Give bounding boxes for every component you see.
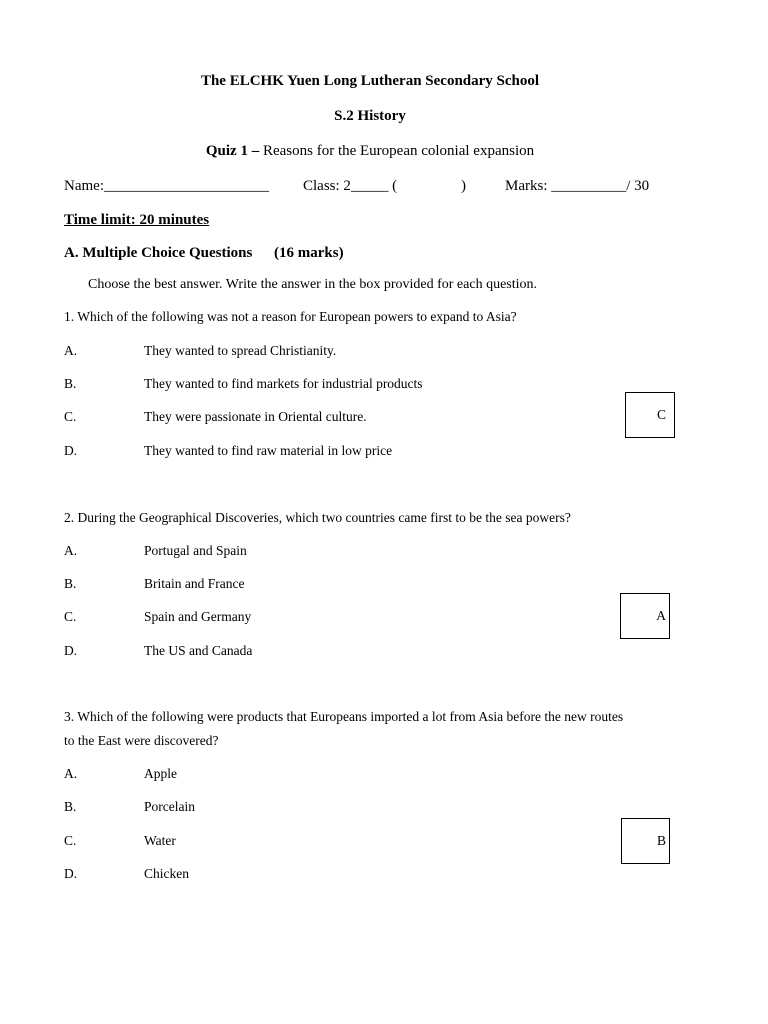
section-title: A. Multiple Choice Questions [64,245,253,261]
q2-option-d-letter: D. [64,643,78,658]
quiz-heading [0,143,740,160]
subject-title: S.2 History [334,108,406,124]
class-field-close: ) [461,178,466,194]
question-2-text: 2. During the Geographical Discoveries, which two countries came first to be the sea powers? [64,510,571,525]
answer-box-3[interactable]: B [621,818,670,864]
q2-option-c-letter: C. [64,609,77,624]
q2-option-b-text: Britain and France [144,576,245,591]
q1-option-a-text: They wanted to spread Christianity. [144,343,337,358]
q1-option-c-letter: C. [64,409,77,424]
q3-option-d-text: Chicken [144,866,189,881]
section-marks: (16 marks) [274,245,344,261]
q2-option-d-text: The US and Canada [144,643,253,658]
q1-option-b-letter: B. [64,376,77,391]
question-3-text-line2: to the East were discovered? [64,733,219,748]
q1-option-a-letter: A. [64,343,78,358]
q1-option-c-text: They were passionate in Oriental culture. [144,409,367,424]
q2-option-a-letter: A. [64,543,78,558]
answer-box-2[interactable]: A [620,593,670,639]
name-field: Name:______________________ [64,178,269,194]
q3-option-a-text: Apple [144,766,177,781]
q3-option-b-text: Porcelain [144,799,195,814]
q1-option-d-letter: D. [64,443,78,458]
question-1-text: 1. Which of the following was not a reason for European powers to expand to Asia? [64,309,517,324]
school-name: The ELCHK Yuen Long Lutheran Secondary School [200,73,540,89]
quiz-label: Quiz 1 – [205,143,260,159]
q2-option-c-text: Spain and Germany [144,609,252,624]
q2-option-b-letter: B. [64,576,77,591]
section-instruction: Choose the best answer. Write the answer in the box provided for each question. [88,277,538,292]
q3-option-d-letter: D. [64,866,78,881]
answer-box-1[interactable]: C [625,392,675,438]
question-3-text-line1: 3. Which of the following were products that Europeans imported a lot from Asia before the new routes [64,709,624,724]
q3-option-a-letter: A. [64,766,78,781]
class-field: Class: 2_____ ( [303,178,398,194]
time-limit: Time limit: 20 minutes [64,212,210,228]
q3-option-c-text: Water [144,833,176,848]
q2-option-a-text: Portugal and Spain [144,543,247,558]
q1-option-b-text: They wanted to find markets for industrial products [144,376,423,391]
q1-option-d-text: They wanted to find raw material in low price [144,443,393,458]
q3-option-b-letter: B. [64,799,77,814]
q3-option-c-letter: C. [64,833,77,848]
marks-field: Marks: __________/ 30 [505,178,650,194]
quiz-title: Reasons for the European colonial expansion [259,143,535,159]
